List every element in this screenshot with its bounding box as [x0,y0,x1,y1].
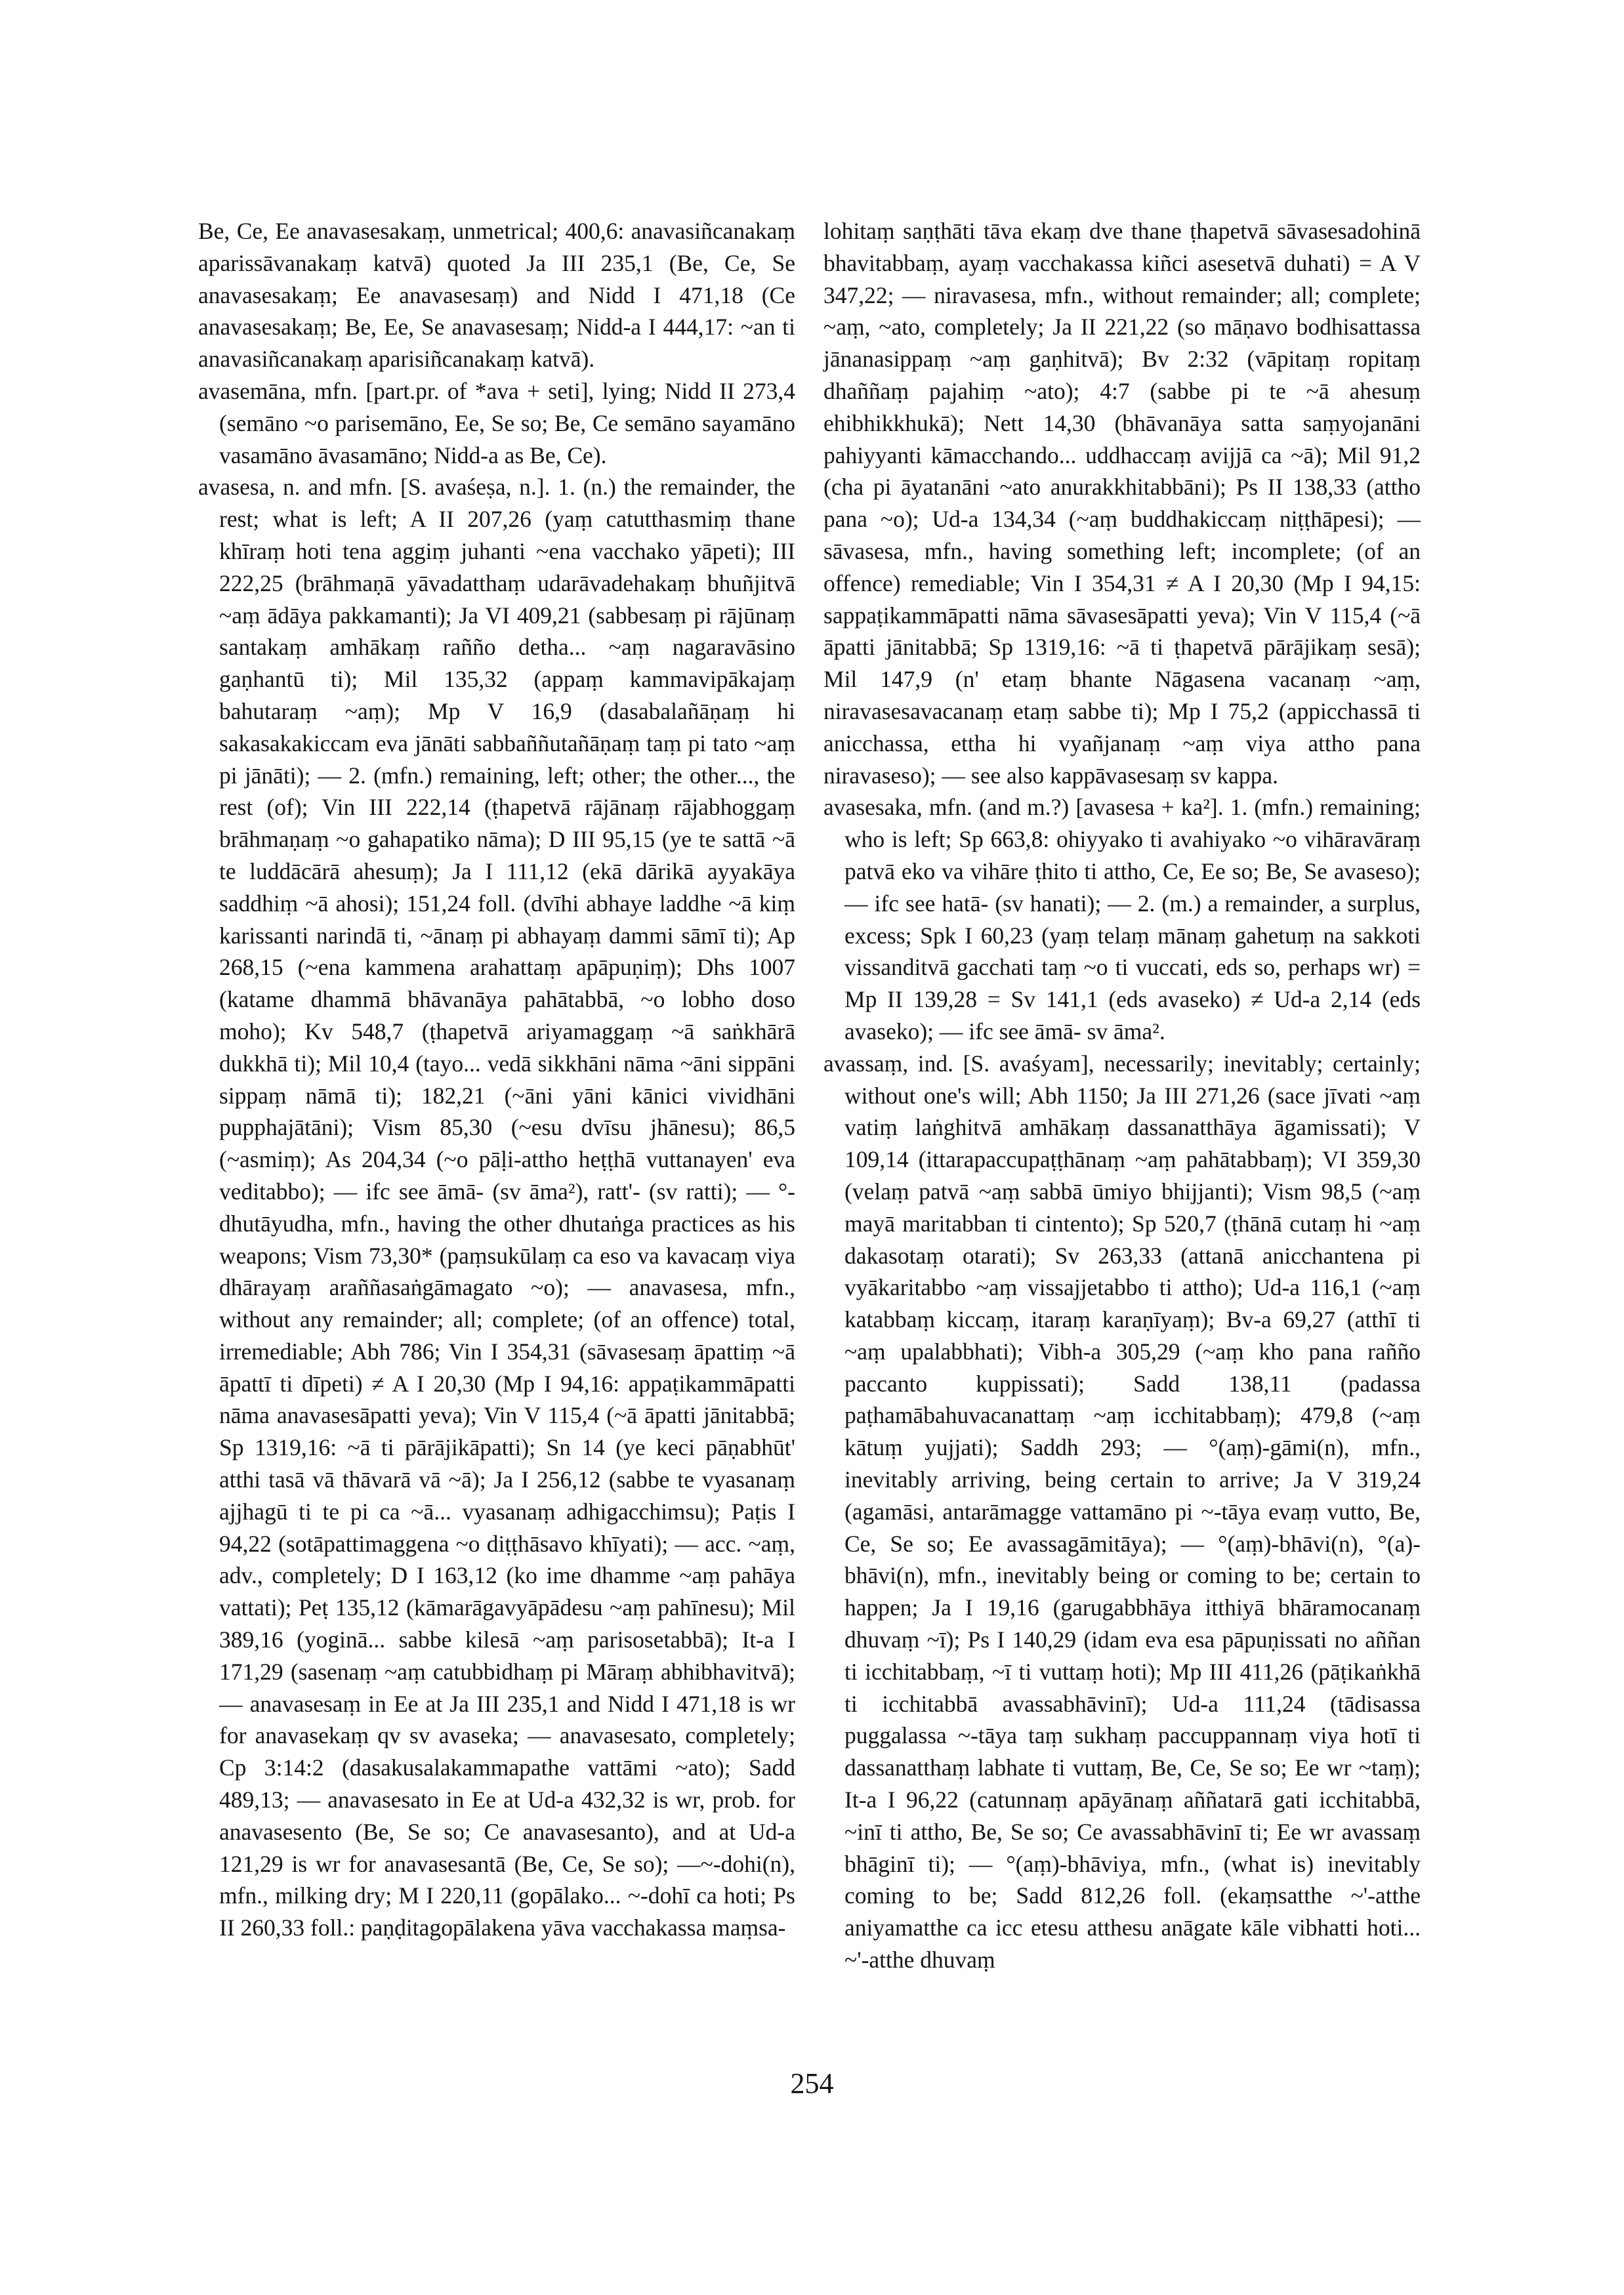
entry-avasemana: avasemāna, mfn. [part.pr. of *ava + seti], lying; Nidd II 273,4 (semāno ~o parisemāno, Ee, Se so; Be, Ce semāno sayamāno vasamāno āvasamāno; Nidd-a as Be, Ce). [198,377,795,468]
left-column [198,215,795,1944]
entry-avasesa: avasesa, n. and mfn. [S. avaśeṣa, n.]. 1. (n.) the remainder, the rest; what is left; A II 207,26 (yaṃ catutthasmiṃ thane khīraṃ hoti tena aggiṃ juhanti ~ena vacchako yāpeti); III 222,25 (brāhmaṇā yāvadatthaṃ udarāvadehakaṃ bhuñjitvā ~aṃ ādāya pakkamanti); Ja VI 409,21 (sabbesaṃ pi rājūnaṃ santakaṃ amhākaṃ rañño detha... ~aṃ nagaravāsino gaṇhantū ti); Mil 135,32 (appaṃ kammavipākajaṃ bahutaraṃ ~aṃ); Mp V 16,9 (dasabalañāṇaṃ hi sakasakakiccam eva jānāti sabbaññutañāṇaṃ taṃ pi tato ~aṃ pi jānāti); — 2. (mfn.) remaining, left; other; the other..., the rest (of); Vin III 222,14 (ṭhapetvā rājānaṃ rājabhoggaṃ brāhmaṇaṃ ~o gahapatiko nāma); D III 95,15 (ye te sattā ~ā te luddācārā ahesuṃ); Ja I 111,12 (ekā dārikā ayyakāya saddhiṃ ~ā ahosi); 151,24 foll. (dvīhi abhaye laddhe ~ā kiṃ karissanti narindā ti, ~ānaṃ pi abhayaṃ dammi sāmī ti); Ap 268,15 (~ena kammena arahattaṃ apāpuṇiṃ); Dhs 1007 (katame dhammā bhāvanāya pahātabbā, ~o lobho doso moho); Kv 548,7 (ṭhapetvā ariyamaggaṃ ~ā saṅkhārā dukkhā ti); Mil 10,4 (tayo... vedā sikkhāni nāma ~āni sippāni sippaṃ nāmā ti); 182,21 (~āni yāni kānici vividhāni pupphajātāni); Vism 85,30 (~esu dvīsu jhānesu); 86,5 (~asmiṃ); As 204,34 (~o pāḷi-attho heṭṭhā vuttanayen' eva veditabbo); — ifc see āmā- (sv āma²), ratt'- (sv ratti); — °-dhutāyudha, mfn., having the other dhutaṅga practices as his weapons; Vism 73,30* (paṃsukūlaṃ ca eso va kavacaṃ viya dhārayaṃ araññasaṅgāmagato ~o); — anavasesa, mfn., without any remainder; all; complete; (of an offence) total, irremediable; Abh 786; Vin I 354,31 (sāvasesaṃ āpattiṃ ~ā āpattī ti dīpeti) ≠ A I 20,30 (Mp I 94,16: appaṭikammāpatti nāma anavasesāpatti yeva); Vin V 115,4 (~ā āpatti jānitabbā; Sp 1319,16: ~ā ti pārājikāpatti); Sn 14 (ye keci pāṇabhūt' atthi tasā vā thāvarā vā ~ā); Ja I 256,12 (sabbe te vyasanaṃ ajjhagū ti te pi ca ~ā... vyasanaṃ adhigacchimsu); Paṭis I 94,22 (sotāpattimaggena ~o diṭṭhāsavo khīyati); — acc. ~aṃ, adv., completely; D I 163,12 (ko ime dhamme ~aṃ pahāya vattati); Peṭ 135,12 (kāmarāgavyāpādesu ~aṃ pahīnesu); Mil 389,16 (yoginā... sabbe kilesā ~aṃ parisosetabbā); It-a I 171,29 (sasenaṃ ~aṃ catubbidhaṃ pi Māraṃ abhibhavitvā); — anavasesaṃ in Ee at Ja III 235,1 and Nidd I 471,18 is wr for anavasekaṃ qv sv avaseka; — anavasesato, completely; Cp 3:14:2 (dasakusalakammapathe vattāmi ~ato); Sadd 489,13; — anavasesato in Ee at Ud-a 432,32 is wr, prob. for anavasesento (Be, Se so; Ce anavasesanto), and at Ud-a 121,29 is wr for anavasesantā (Be, Ce, Se so); —~-dohi(n), mfn., milking dry; M I 220,11 (gopālako... ~-dohī ca hoti; Ps II 260,33 foll.: paṇḍitagopālakena yāva vacchakassa maṃsa- [198,474,795,1941]
entry-avasesaka: avasesaka, mfn. (and m.?) [avasesa + ka²]. 1. (mfn.) remaining; who is left; Sp 663,8: ohiyyako ti avahiyako ~o vihāravāraṃ patvā eko va vihāre ṭhito ti attho, Ce, Ee so; Be, Se avaseso); — ifc see hatā- (sv hanati); — 2. (m.) a remainder, a surplus, excess; Spk I 60,23 (yaṃ telaṃ mānaṃ gahetuṃ na sakkoti vissanditvā gacchati taṃ ~o ti vuccati, eds so, perhaps wr) = Mp II 139,28 = Sv 141,1 (eds avaseko) ≠ Ud-a 2,14 (eds avaseko); — ifc see āmā- sv āma². [823,794,1421,1044]
right-column [823,215,1421,1976]
entry-avassam: avassaṃ, ind. [S. avaśyam], necessarily; inevitably; certainly; without one's will; Abh 1150; Ja III 271,26 (sace jīvati ~aṃ vatiṃ laṅghitvā amhākaṃ dassanatthāya āgamissati); V 109,14 (ittarapaccupaṭṭhānaṃ ~aṃ pahātabbaṃ); VI 359,30 (velaṃ patvā ~aṃ sabbā ūmiyo bhijjanti); Vism 98,5 (~aṃ mayā maritabban ti cintento); Sp 520,7 (ṭhānā cutaṃ hi ~aṃ dakasotaṃ otarati); Sv 263,33 (attanā anicchantena pi vyākaritabbo ~aṃ vissajjetabbo ti attho); Ud-a 116,1 (~aṃ katabbaṃ kiccaṃ, itaraṃ karaṇīyaṃ); Bv-a 69,27 (atthī ti ~aṃ upalabbhati); Vibh-a 305,29 (~aṃ kho pana rañño paccanto kuppissati); Sadd 138,11 (padassa paṭhamābahuvacanattaṃ ~aṃ icchitabbaṃ); 479,8 (~aṃ kātuṃ yujjati); Saddh 293; — °(aṃ)-gāmi(n), mfn., inevitably arriving, being certain to arrive; Ja V 319,24 (agamāsi, antarāmagge vattamāno pi ~-tāya evaṃ vutto, Be, Ce, Se so; Ee avassagāmitāya); — °(aṃ)-bhāvi(n), °(a)-bhāvi(n), mfn., inevitably being or coming to be; certain to happen; Ja I 19,16 (garugabbhāya itthiyā bhāramocanaṃ dhuvaṃ ~ī); Ps I 140,29 (idam eva esa pāpuṇissati no aññan ti icchitabbaṃ, ~ī ti vuttaṃ hoti); Mp III 411,26 (pāṭikaṅkhā ti icchitabbā avassabhāvinī); Ud-a 111,24 (tādisassa puggalassa ~-tāya taṃ sukhaṃ paccuppannaṃ viya hotī ti dassanatthaṃ labhate ti vuttaṃ, Be, Ce, Se so; Ee wr ~taṃ); It-a I 96,22 (catunnaṃ apāyānaṃ aññatarā gati icchitabbā, ~inī ti attho, Be, Se so; Ce avassabhāvinī ti; Ee wr avassaṃ bhāginī ti); — °(aṃ)-bhāviya, mfn., (what is) inevitably coming to be; Sadd 812,26 foll. (ekaṃsatthe ~'-atthe aniyamatthe ca icc etesu atthesu anāgate kāle vibhatti hoti... ~'-atthe dhuvaṃ [823,1050,1421,1974]
page-number: 254 [790,2067,834,2099]
entry-continuation: Be, Ce, Ee anavasesakaṃ, unmetrical; 400,6: anavasiñcanakaṃ aparissāvanakaṃ katvā) quoted Ja III 235,1 (Be, Ce, Se anavasesakaṃ; Ee anavasesaṃ) and Nidd I 471,18 (Ce anavasesakaṃ; Be, Ee, Se anavasesaṃ; Nidd-a I 444,17: ~an ti anavasiñcanakaṃ aparisiñcanakaṃ katvā). [198,218,795,373]
entry-avasesa-continued: lohitaṃ saṇṭhāti tāva ekaṃ dve thane ṭhapetvā sāvasesadohinā bhavitabbaṃ, ayaṃ vacchakassa kiñci asesetvā duhati) = A V 347,22; — niravasesa, mfn., without remainder; all; complete; ~aṃ, ~ato, completely; Ja II 221,22 (so māṇavo bodhisattassa jānanasippaṃ ~aṃ gaṇhitvā); Bv 2:32 (vāpitaṃ ropitaṃ dhaññaṃ pajahiṃ ~ato); 4:7 (sabbe pi te ~ā ahesuṃ ehibhikkhukā); Nett 14,30 (bhāvanāya satta saṃyojanāni pahiyyanti kāmacchando... uddhaccaṃ avijjā ca ~ā); Mil 91,2 (cha pi āyatanāni ~ato anurakkhitabbāni); Ps II 138,33 (attho pana ~o); Ud-a 134,34 (~aṃ buddhakiccaṃ niṭṭhāpesi); — sāvasesa, mfn., having something left; incomplete; (of an offence) remediable; Vin I 354,31 ≠ A I 20,30 (Mp I 94,15: sappaṭikammāpatti nāma sāvasesāpatti yeva); Vin V 115,4 (~ā āpatti jānitabbā; Sp 1319,16: ~ā ti ṭhapetvā pārājikaṃ sesā); Mil 147,9 (n' etaṃ bhante Nāgasena vacanaṃ ~aṃ, niravasesavacanaṃ etaṃ sabbe ti); Mp I 75,2 (appicchassā ti anicchassa, ettha hi vyañjanaṃ ~aṃ viya attho pana niravaseso); — see also kappāvasesaṃ sv kappa. [823,218,1421,789]
